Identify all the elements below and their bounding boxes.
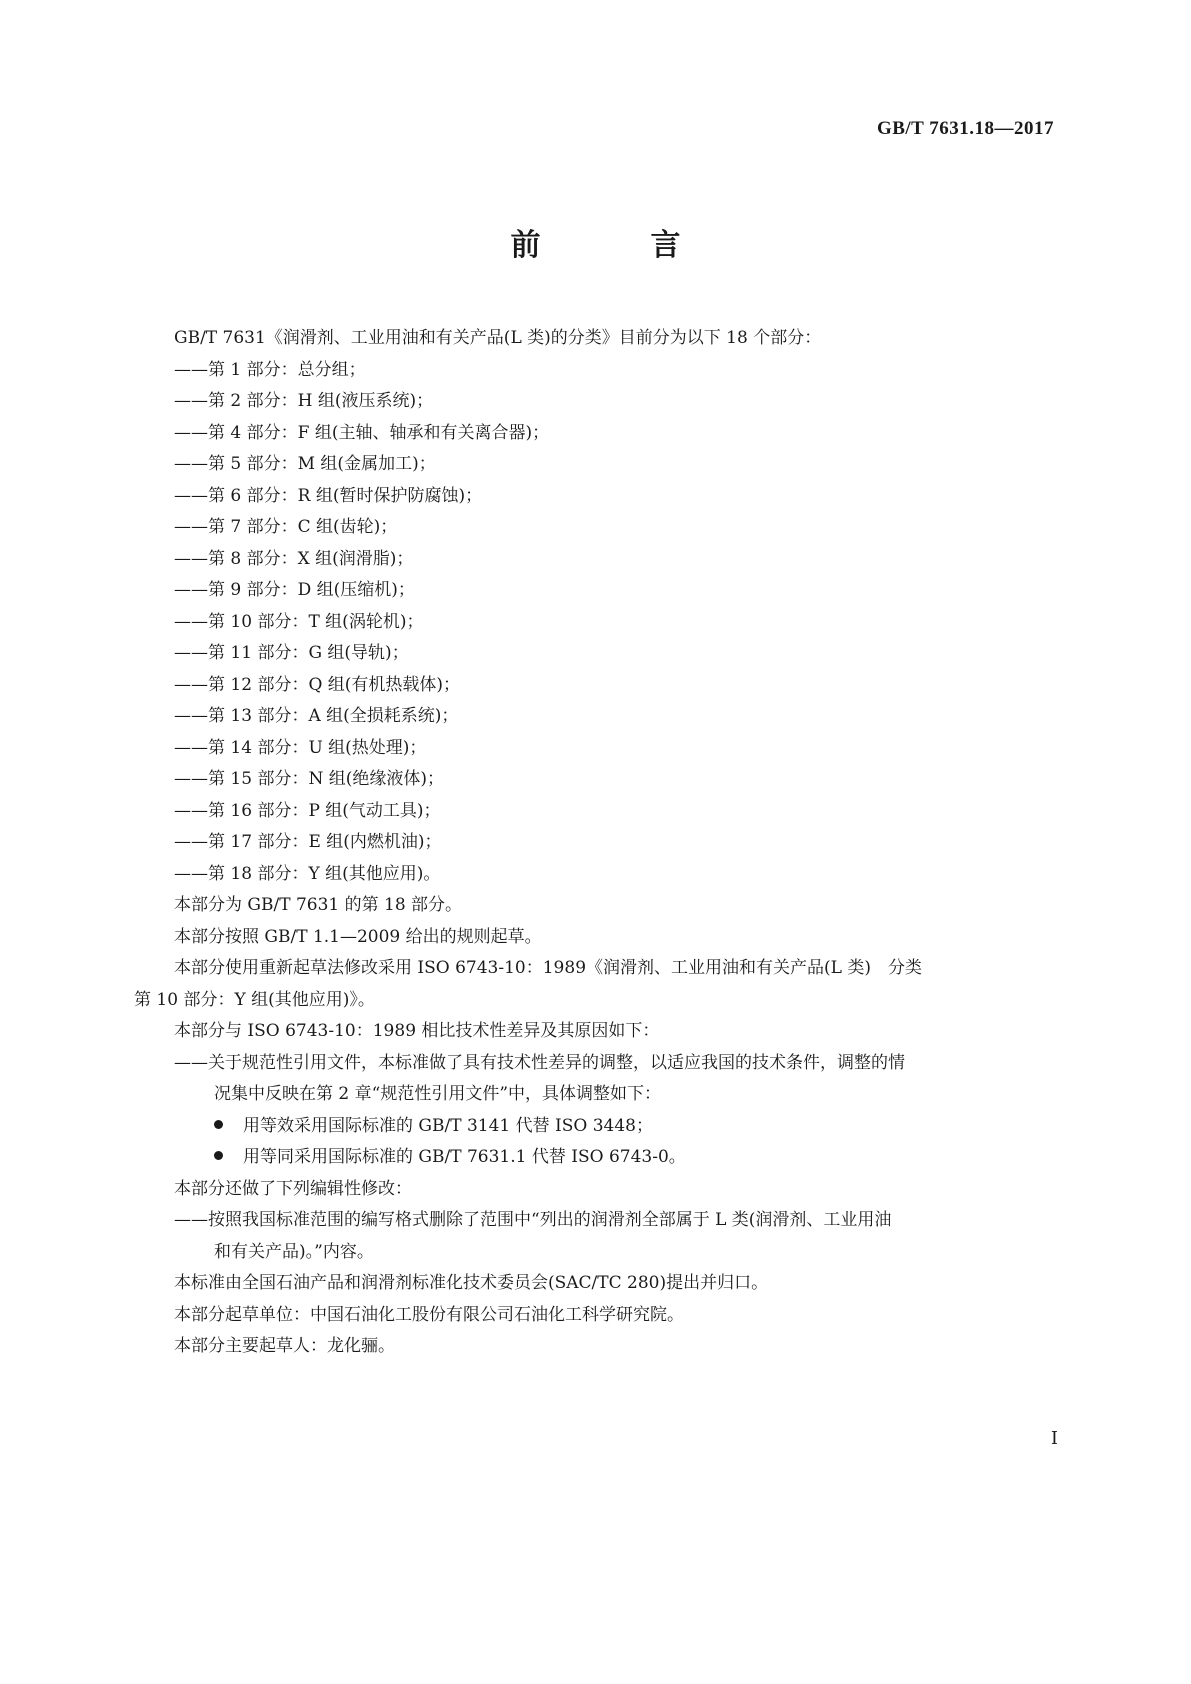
editorial-item-line1: ——按照我国标准范围的编写格式删除了范围中“列出的润滑剂全部属于 L 类(润滑剂、工业用油 <box>174 1210 892 1230</box>
list-item: ——第 5 部分：M 组(金属加工)； <box>174 454 436 474</box>
list-item: ——第 10 部分：T 组(涡轮机)； <box>174 611 424 632</box>
drafting-rules-paragraph: 本部分按照 GB/T 1.1—2009 给出的规则起草。 <box>174 926 542 947</box>
list-item: ——第 17 部分：E 组(内燃机油)； <box>174 832 442 852</box>
list-item: ——第 15 部分：N 组(绝缘液体)； <box>174 769 444 789</box>
drafting-unit-paragraph: 本部分起草单位：中国石油化工股份有限公司石油化工科学研究院。 <box>174 1304 684 1325</box>
bullet-item <box>134 1111 1054 1143</box>
page-title: 前 言 <box>510 228 721 263</box>
difference-item-line1: ——关于规范性引用文件，本标准做了具有技术性差异的调整，以适应我国的技术条件，调整的情 <box>174 1052 905 1073</box>
differences-paragraph: 本部分与 ISO 6743-10：1989 相比技术性差异及其原因如下： <box>174 1021 660 1041</box>
list-item: ——第 16 部分：P 组(气动工具)； <box>174 800 441 821</box>
proposed-by-paragraph: 本标准由全国石油产品和润滑剂标准化技术委员会(SAC/TC 280)提出并归口。 <box>174 1273 769 1293</box>
bullet-item <box>134 1142 1054 1174</box>
foreword-body <box>134 323 1054 1363</box>
list-item: ——第 11 部分：G 组(导轨)； <box>174 643 409 663</box>
list-item: ——第 14 部分：U 组(热处理)； <box>174 737 427 758</box>
bullet-icon <box>214 1151 223 1160</box>
list-item: ——第 18 部分：Y 组(其他应用)。 <box>174 863 441 884</box>
iso-adoption-paragraph-cont: 第 10 部分：Y 组(其他应用)》。 <box>134 989 375 1010</box>
list-item: ——第 8 部分：X 组(润滑脂)； <box>174 548 414 569</box>
part18-paragraph: 本部分为 GB/T 7631 的第 18 部分。 <box>174 895 463 915</box>
difference-item-line2: 况集中反映在第 2 章“规范性引用文件”中，具体调整如下： <box>214 1084 662 1104</box>
list-item: ——第 1 部分：总分组； <box>174 359 366 380</box>
standard-code: GB/T 7631.18—2017 <box>876 118 1054 139</box>
bullet-text: 用等效采用国际标准的 GB/T 3141 代替 ISO 3448； <box>243 1115 653 1136</box>
editorial-paragraph: 本部分还做了下列编辑性修改： <box>174 1178 412 1199</box>
list-item: ——第 6 部分：R 组(暂时保护防腐蚀)； <box>174 485 483 506</box>
parts-list <box>134 355 1054 891</box>
list-item: ——第 4 部分：F 组(主轴、轴承和有关离合器)； <box>174 422 550 443</box>
list-item: ——第 9 部分：D 组(压缩机)； <box>174 580 415 600</box>
bullet-text: 用等同采用国际标准的 GB/T 7631.1 代替 ISO 6743-0。 <box>243 1147 686 1167</box>
iso-adoption-paragraph: 本部分使用重新起草法修改采用 ISO 6743-10：1989《润滑剂、工业用油和有关产品(L 类) 分类 <box>174 958 922 978</box>
editorial-item-line2: 和有关产品)。”内容。 <box>214 1241 374 1262</box>
list-item: ——第 13 部分：A 组(全损耗系统)； <box>174 706 459 726</box>
page-number: I <box>1050 1428 1058 1449</box>
drafters-paragraph: 本部分主要起草人：龙化骊。 <box>174 1336 395 1356</box>
difference-item <box>134 1048 1054 1111</box>
bullet-icon <box>214 1120 223 1129</box>
list-item: ——第 2 部分：H 组(液压系统)； <box>174 391 434 411</box>
editorial-item <box>134 1205 1054 1268</box>
intro-paragraph: GB/T 7631《润滑剂、工业用油和有关产品(L 类)的分类》目前分为以下 18 个部分： <box>174 328 822 348</box>
list-item: ——第 12 部分：Q 组(有机热载体)； <box>174 674 461 695</box>
list-item: ——第 7 部分：C 组(齿轮)； <box>174 517 398 537</box>
